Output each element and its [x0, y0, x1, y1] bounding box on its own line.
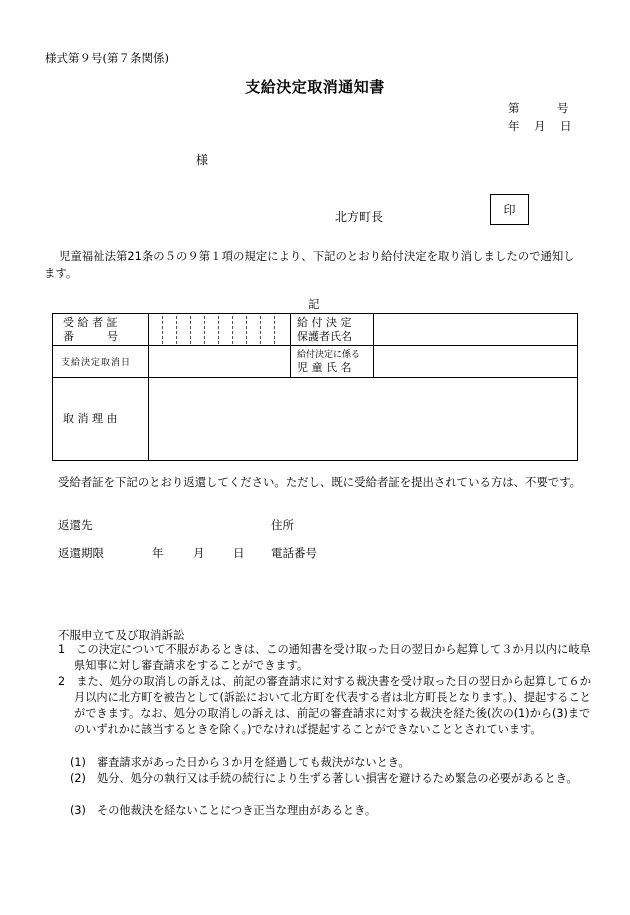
digit-separator: [162, 316, 163, 344]
digit-separator: [218, 316, 219, 344]
cancel-date-label: 支給決定取消日: [61, 358, 132, 368]
document-title: 支給決定取消通知書: [245, 78, 385, 96]
deadline-day-label: 日: [233, 546, 245, 560]
recipient-number-label-1: 受 給 者 証: [63, 316, 118, 329]
guardian-label-2: 保護者氏名: [297, 330, 352, 343]
date-year-label: 年: [508, 119, 520, 133]
table-col-divider: [373, 314, 374, 377]
form-number: 様式第９号(第７条関係): [45, 51, 169, 65]
guardian-label-1: 給 付 決 定: [297, 316, 352, 329]
number-label-dai: 第: [508, 101, 520, 115]
objection-sub-1: (1) 審査請求があった日から３か月を経過しても裁決がないとき。: [70, 756, 410, 769]
return-destination-label: 返還先: [58, 518, 93, 532]
addressee-suffix: 様: [196, 153, 209, 167]
ki-heading: 記: [308, 297, 320, 311]
objection-sub-2: (2) 処分、処分の執行又は手続の続行により生ずる著しい損害を避けるため緊急の必要があるとき。: [70, 772, 578, 785]
date-month-label: 月: [534, 119, 546, 133]
deadline-year-label: 年: [152, 546, 164, 560]
seal-label: 印: [503, 203, 516, 217]
address-label: 住所: [271, 518, 294, 532]
deadline-month-label: 月: [193, 546, 205, 560]
digit-separator: [260, 316, 261, 344]
objection-title: 不服申立て及び取消訴訟: [58, 628, 185, 642]
digit-separator: [232, 316, 233, 344]
table-row-divider: [53, 345, 577, 346]
recipient-number-label-2: 番 号: [63, 330, 118, 343]
digit-separator: [274, 316, 275, 344]
objection-sub-3: (3) その他裁決を経ないことにつき正当な理由があるとき。: [70, 804, 377, 817]
notice-paragraph: 児童福祉法第21条の５の９第１項の規定により、下記のとおり給付決定を取り消しましたので通知します。: [44, 249, 575, 280]
digit-separator: [204, 316, 205, 344]
date-day-label: 日: [560, 119, 572, 133]
phone-label: 電話番号: [271, 546, 317, 560]
digit-separator: [176, 316, 177, 344]
table-col-divider: [148, 314, 149, 460]
number-label-go: 号: [557, 101, 569, 115]
child-label-1: 給付決定に係る: [297, 350, 361, 360]
cancellation-table: [52, 313, 578, 461]
sender-name: 北方町長: [335, 210, 384, 224]
return-paragraph: 受給者証を下記のとおり返還してください。ただし、既に受給者証を提出されている方は、不要です。: [58, 475, 582, 489]
cancel-reason-label: 取 消 理 由: [63, 412, 118, 425]
objection-note-1: 1 この決定について不服があるときは、この通知書を受け取った日の翌日から起算して３か月以内に岐阜県知事に対し審査請求をすることができます。: [58, 643, 591, 672]
return-deadline-label: 返還期限: [58, 546, 104, 560]
seal-box: [490, 194, 529, 225]
table-col-divider: [290, 314, 291, 377]
child-label-2: 児 童 氏 名: [297, 361, 352, 374]
objection-note-2: 2 また、処分の取消しの訴えは、前記の審査請求に対する裁決書を受け取った日の翌日から起算して６か月以内に北方町を被告として(訴訟において北方町を代表する者は北方町長となります。)、提起することができます。なお、処分の取消しの訴えは、前記の審査請求に対する裁決を経た後(次の(1)から(3)までのいずれかに該当するときを除く。)でなければ提起することができないこととされています。: [58, 675, 591, 736]
table-row-divider: [53, 377, 577, 378]
digit-separator: [190, 316, 191, 344]
digit-separator: [246, 316, 247, 344]
